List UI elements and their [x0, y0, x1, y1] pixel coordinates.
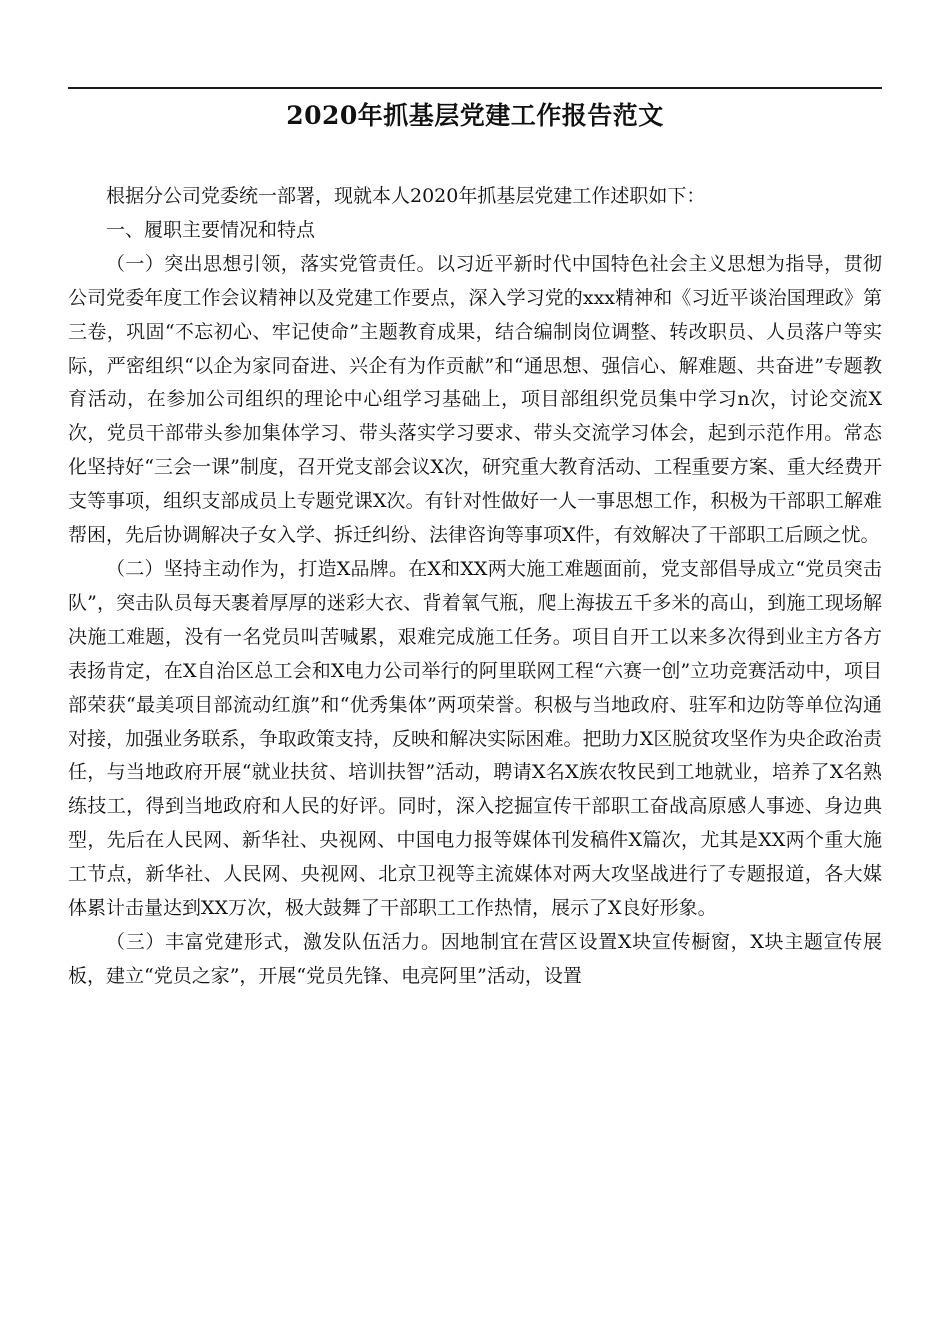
body-paragraph: （二）坚持主动作为，打造X品牌。在X和XX两大施工难题面前，党支部倡导成立“党员突击队”，突击队员每天裹着厚厚的迷彩大衣、背着氧气瓶，爬上海拔五千多米的高山，到施工现场解决施工难题，没有一名党员叫苦喊累，艰难完成施工任务。项目自开工以来多次得到业主方各方表扬肯定，在X自治区总工会和X电力公司举行的阿里联网工程“六赛一创”立功竞赛活动中，项目部荣获“最美项目部流动红旗”和“优秀集体”两项荣誉。积极与当地政府、驻军和边防等单位沟通对接，加强业务联系，争取政策支持，反映和解决实际困难。把助力X区脱贫攻坚作为央企政治责任，与当地政府开展“就业扶贫、培训扶智”活动，聘请X名X族农牧民到工地就业，培养了X名熟练技工，得到当地政府和人民的好评。同时，深入挖掘宣传干部职工奋战高原感人事迹、身边典型，先后在人民网、新华社、央视网、中国电力报等媒体刊发稿件X篇次，尤其是XX两个重大施工节点，新华社、人民网、央视网、北京卫视等主流媒体对两大攻坚战进行了专题报道，各大媒体累计击量达到XX万次，极大鼓舞了干部职工工作热情，展示了X良好形象。	[68, 557, 882, 920]
document-title: 2020年抓基层党建工作报告范文	[286, 101, 664, 130]
body-paragraph: （三）丰富党建形式，激发队伍活力。因地制宜在营区设置X块宣传橱窗，X块主题宣传展板，建立“党员之家”，开展“党员先锋、电亮阿里”活动，设置	[68, 930, 882, 987]
document-body	[68, 180, 882, 994]
body-paragraph: （一）突出思想引领，落实党管责任。以习近平新时代中国特色社会主义思想为指导，贯彻公司党委年度工作会议精神以及党建工作要点，深入学习党的xxx精神和《习近平谈治国理政》第三卷，巩固“不忘初心、牢记使命”主题教育成果，结合编制岗位调整、转改职员、人员落户等实际，严密组织“以企为家同奋进、兴企有为作贡献”和“通思想、强信心、解难题、共奋进”专题教育活动，在参加公司组织的理论中心组学习基础上，项目部组织党员集中学习n次，讨论交流X次，党员干部带头参加集体学习、带头落实学习要求、带头交流学习体会，起到示范作用。常态化坚持好“三会一课”制度，召开党支部会议X次，研究重大教育活动、工程重要方案、重大经费开支等事项，组织支部成员上专题党课X次。有针对性做好一人一事思想工作，积极为干部职工解难帮困，先后协调解决子女入学、拆迁纠纷、法律咨询等事项X件，有效解决了干部职工后顾之忧。	[68, 252, 882, 547]
section-heading: 一、履职主要情况和特点	[106, 218, 316, 241]
header-rule	[68, 87, 882, 89]
intro-paragraph: 根据分公司党委统一部署，现就本人2020年抓基层党建工作述职如下：	[106, 185, 706, 207]
